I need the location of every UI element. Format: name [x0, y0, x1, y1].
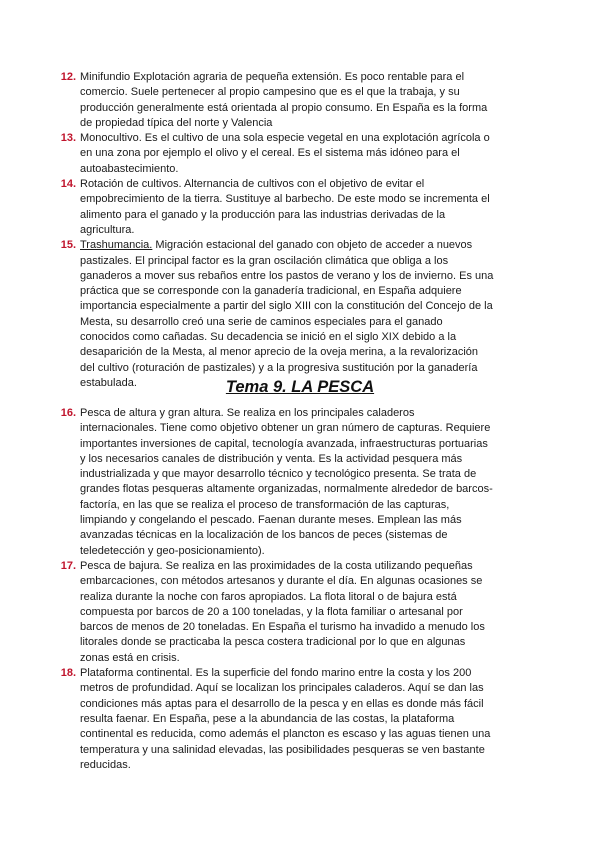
entry-body: Migración estacional del ganado con objeto de acceder a nuevos pastizales. El principal factor es la gran oscilación climática que obliga a los ganaderos a mover sus rebaños entre los pastos de verano y los de invierno. Es una práctica que se corresponde con la ganadería tradicional, en España adquiere importancia especialmente a partir del siglo XIII con la constitución del Concejo de la Mesta, su desarrollo creó una serie de caminos especiales para el ganado conocidos como cañadas. Su decadencia se inició en el siglo XIX debido a la desaparición de la Mesta, al menor aprecio de la oveja merina, a la revalorización del cultivo (roturación de pastizales) y a la progresiva sustitución por la ganadería estabulada. — [80, 239, 494, 389]
entry-number: 14. — [60, 178, 76, 191]
entry-number: 17. — [60, 559, 76, 572]
section-heading: Tema 9. LA PESCA — [225, 378, 375, 396]
glossary-entry-16 — [0, 406, 600, 559]
entry-number: 18. — [60, 667, 76, 680]
glossary-entry-18 — [0, 666, 600, 773]
entry-text — [80, 238, 494, 391]
glossary-entry-13 — [0, 131, 600, 177]
glossary-entry-14 — [0, 177, 600, 238]
entry-text: Monocultivo. Es el cultivo de una sola especie vegetal en una explotación agrícola o en una zona por ejemplo el olivo y el cereal. Es el sistema más idóneo para el autoabastecimiento. — [80, 132, 490, 175]
glossary-entry-17 — [0, 559, 600, 666]
entry-text: Minifundio Explotación agraria de pequeña extensión. Es poco rentable para el comercio. Suele pertenecer al propio campesino que es el que la trabaja, y su producción generalmente está orientada al propio consumo. En España es la forma de propiedad típica del norte y Valencia — [80, 71, 488, 129]
glossary-entry-15 — [0, 238, 600, 391]
entry-number: 15. — [60, 239, 76, 252]
glossary-entry-12 — [0, 70, 600, 131]
entry-number: 13. — [60, 132, 76, 145]
entry-text: Pesca de altura y gran altura. Se realiza en los principales caladeros internacionales. Tiene como objetivo obtener un gran número de capturas. Requiere importantes inversiones de capital, tecnología avanzada, infraestructuras portuarias y los necesarios canales de distribución y venta. Es la actividad pesquera más industrializada y que mayor desarrollo técnico y tecnológico presenta. Se trata de grandes flotas pesqueras altamente organizadas, normalmente alrededor de barcos-factoría, en las que se realiza el proceso de transformación de las capturas, limpiando y congelando el pescado. Faenan durante meses. Emplean las más avanzadas técnicas en la localización de los bancos de peces (sistemas de teledetección y geo-posicionamiento). — [80, 407, 493, 557]
entry-text: Plataforma continental. Es la superficie del fondo marino entre la costa y los 200 metros de profundidad. Aquí se localizan los principales caladeros. Aquí se dan las condiciones más aptas para el desarrollo de la pesca y en ellas es donde más fácil resulta faenar. En España, pese a la abundancia de las costas, la plataforma continental es reducida, como además el plancton es escaso y las aguas tienen una temperatura y una salinidad elevadas, las posibilidades pesqueras se ven bastante reducidas. — [80, 667, 491, 771]
entry-text: Pesca de bajura. Se realiza en las proximidades de la costa utilizando pequeñas embarcaciones, con métodos artesanos y durante el día. En algunas ocasiones se realiza durante la noche con faros apropiados. La flota litoral o de bajura está compuesta por barcos de 20 a 100 toneladas, y la flota familiar o artesanal por barcos de menos de 20 toneladas. En España el turismo ha invadido a menudo los litorales donde se practicaba la pesca costera tradicional por lo que en algunas zonas está en crisis. — [80, 559, 485, 664]
entry-text: Rotación de cultivos. Alternancia de cultivos con el objetivo de evitar el empobrecimiento de la tierra. Sustituye al barbecho. De este modo se incrementa el alimento para el ganado y la producción para las industrias derivadas de la agricultura. — [80, 178, 490, 236]
entry-number: 12. — [60, 71, 76, 83]
glossary-block-fishing — [0, 406, 600, 773]
entry-term: Trashumancia. — [80, 239, 153, 252]
section-heading-wrap — [0, 378, 600, 397]
glossary-block-agriculture — [0, 70, 600, 391]
entry-number: 16. — [60, 407, 76, 419]
